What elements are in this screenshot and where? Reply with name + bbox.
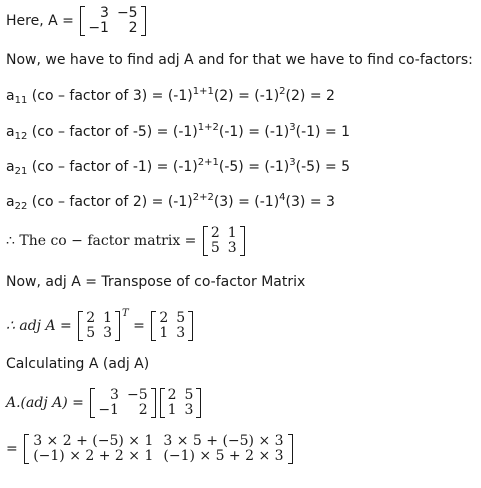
matrix-cell: −1 xyxy=(88,20,109,36)
intro-text: Now, we have to find adj A and for that we have to find co-factors: xyxy=(6,52,473,68)
cofactor-text: (-1) = 1 xyxy=(295,124,351,140)
subscript: 21 xyxy=(14,166,28,177)
exponent: 1+1 xyxy=(192,86,214,97)
cofactor-text: (-5) = 5 xyxy=(295,159,351,175)
matrix-cell: (−1) × 2 + 2 × 1 xyxy=(33,448,154,464)
adj-matrix xyxy=(160,388,202,418)
cofactor-matrix-transposed xyxy=(78,311,120,341)
cofactor-text: (3) = (-1) xyxy=(213,194,280,210)
calculating-heading: Calculating A (adj A) xyxy=(6,356,150,372)
cofactor-a11 xyxy=(6,86,335,106)
transpose-superscript: T xyxy=(122,308,129,319)
matrix-cell: 5 xyxy=(176,310,186,326)
exponent: 4 xyxy=(279,192,286,203)
cofactor-symbol: a xyxy=(6,88,15,104)
cofactor-symbol: a xyxy=(6,194,15,210)
matrix-cell: 3 xyxy=(103,325,113,341)
matrix-cell: 3 xyxy=(100,5,109,21)
matrix-cell: −1 xyxy=(98,402,119,418)
cofactor-a22 xyxy=(6,192,335,212)
cofactor-text: (co – factor of -1) = (-1) xyxy=(27,159,198,175)
cofactor-text: (-1) = (-1) xyxy=(218,124,290,140)
exponent: 2+1 xyxy=(197,157,219,168)
matrix-cell: 2 xyxy=(210,225,220,241)
cofactor-symbol: a xyxy=(6,159,15,175)
matrix-A xyxy=(90,388,155,418)
subscript: 12 xyxy=(14,131,28,142)
result-matrix xyxy=(24,434,292,464)
cofactor-symbol: a xyxy=(6,124,15,140)
given-matrix-line xyxy=(6,6,148,36)
matrix-cell: −5 xyxy=(116,5,138,21)
cofactor-text: (2) = 2 xyxy=(285,88,335,104)
matrix-cell: 1 xyxy=(159,325,169,341)
matrix-cell: 3 xyxy=(184,402,194,418)
matrix-cell: 2 xyxy=(138,402,148,418)
matrix-cell: 3 × 2 + (−5) × 1 xyxy=(33,433,154,449)
adj-definition: Now, adj A = Transpose of co-factor Matrix xyxy=(6,274,306,290)
matrix-cell: 2 xyxy=(167,387,177,403)
product-label: A.(adj A) = xyxy=(6,395,89,411)
exponent: 1+2 xyxy=(197,122,219,133)
exponent: 3 xyxy=(289,122,296,133)
cofactor-a21 xyxy=(6,157,350,177)
matrix-cell: 2 xyxy=(86,310,96,326)
cofactor-text: (co – factor of 2) = (-1) xyxy=(27,194,193,210)
result-line xyxy=(6,434,295,464)
cofactor-text: (-5) = (-1) xyxy=(218,159,290,175)
matrix-cell: 3 xyxy=(176,325,186,341)
matrix-cell: 3 xyxy=(227,240,237,256)
cofactor-text: (2) = (-1) xyxy=(213,88,280,104)
matrix-cell: 5 xyxy=(86,325,96,341)
cofactor-text: (co – factor of -5) = (-1) xyxy=(27,124,198,140)
adj-label: ∴ adj A = xyxy=(6,318,77,334)
cofactor-text: (3) = 3 xyxy=(285,194,335,210)
matrix-A xyxy=(80,6,145,36)
exponent: 2 xyxy=(279,86,286,97)
matrix-cell: 1 xyxy=(227,225,237,241)
equals-sign: = xyxy=(128,318,150,334)
matrix-cell: 5 xyxy=(184,387,194,403)
matrix-cell: 3 × 5 + (−5) × 3 xyxy=(163,433,284,449)
matrix-cell: 2 xyxy=(128,20,138,36)
cofactor-text: (co – factor of 3) = (-1) xyxy=(27,88,193,104)
adj-matrix xyxy=(151,311,193,341)
exponent: 3 xyxy=(289,157,296,168)
matrix-cell: 1 xyxy=(167,402,177,418)
matrix-cell: 2 xyxy=(159,310,169,326)
matrix-cell: 3 xyxy=(110,387,119,403)
given-label: Here, A = xyxy=(6,13,79,29)
cofactor-a12 xyxy=(6,122,350,142)
matrix-cell: 1 xyxy=(103,310,113,326)
cofactor-matrix-line xyxy=(6,226,247,256)
subscript: 22 xyxy=(14,201,28,212)
adj-matrix-line xyxy=(6,308,195,341)
subscript: 11 xyxy=(14,95,28,106)
exponent: 2+2 xyxy=(192,192,214,203)
equals-sign: = xyxy=(6,441,23,457)
cofactor-matrix-label: ∴ The co − factor matrix = xyxy=(6,233,201,249)
cofactor-matrix xyxy=(203,226,245,256)
matrix-cell: (−1) × 5 + 2 × 3 xyxy=(163,448,284,464)
matrix-cell: −5 xyxy=(126,387,148,403)
product-line xyxy=(6,388,203,418)
matrix-cell: 5 xyxy=(210,240,220,256)
